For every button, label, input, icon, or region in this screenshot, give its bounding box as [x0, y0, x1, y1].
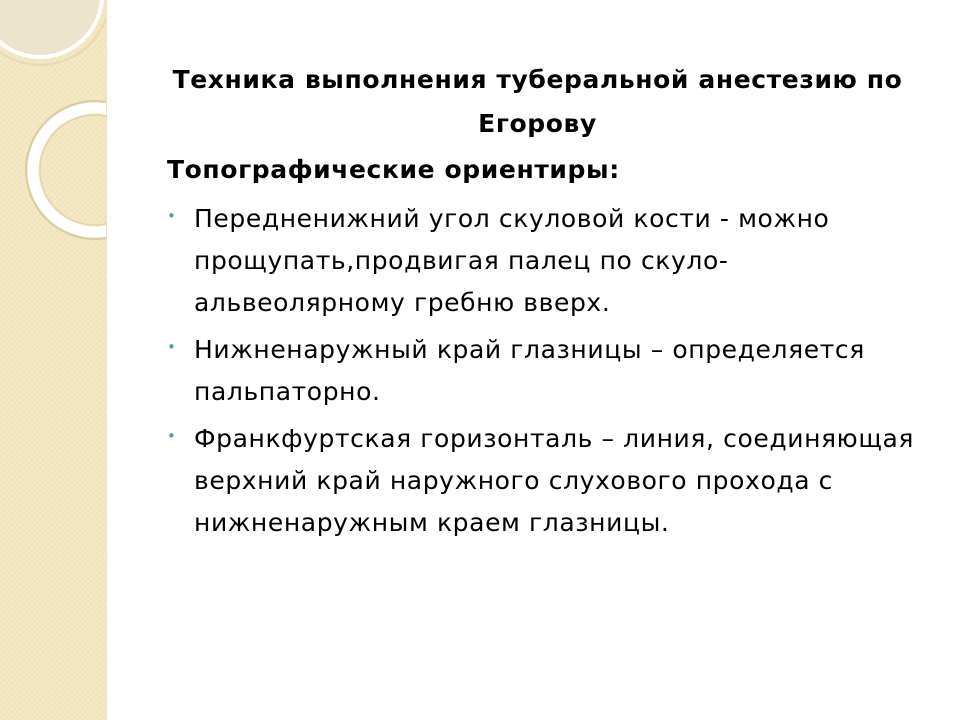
- bullet-text: Нижненаружный край глазницы – определяется пальпаторно.: [194, 335, 865, 406]
- section-heading: [167, 150, 620, 190]
- decorative-ring: [33, 108, 106, 232]
- slide-title: Техника выполнения туберальной анестезию по Егорову: [172, 65, 903, 138]
- section-heading-text: Топографические ориентиры: [167, 155, 610, 184]
- bullet-text: Передненижний угол скуловой кости - можно прощупать,продвигая палец по скуло-альвеолярному гребню вверх.: [194, 204, 830, 317]
- bullet-item: [167, 198, 927, 324]
- bullet-list: [167, 198, 927, 549]
- bullet-dot-icon: •: [167, 338, 177, 356]
- decorative-side-panel: [0, 0, 107, 720]
- bullet-item: [167, 329, 927, 413]
- bullet-item: [167, 418, 927, 544]
- section-heading-colon: :: [609, 155, 620, 184]
- bullet-text: Франкфуртская горизонталь – линия, соединяющая верхний край наружного слухового прохода с нижненаружным краем глазницы.: [194, 424, 915, 537]
- bullet-dot-icon: •: [167, 427, 177, 445]
- bullet-dot-icon: •: [167, 207, 177, 225]
- decorative-circles-graphic: [0, 0, 106, 720]
